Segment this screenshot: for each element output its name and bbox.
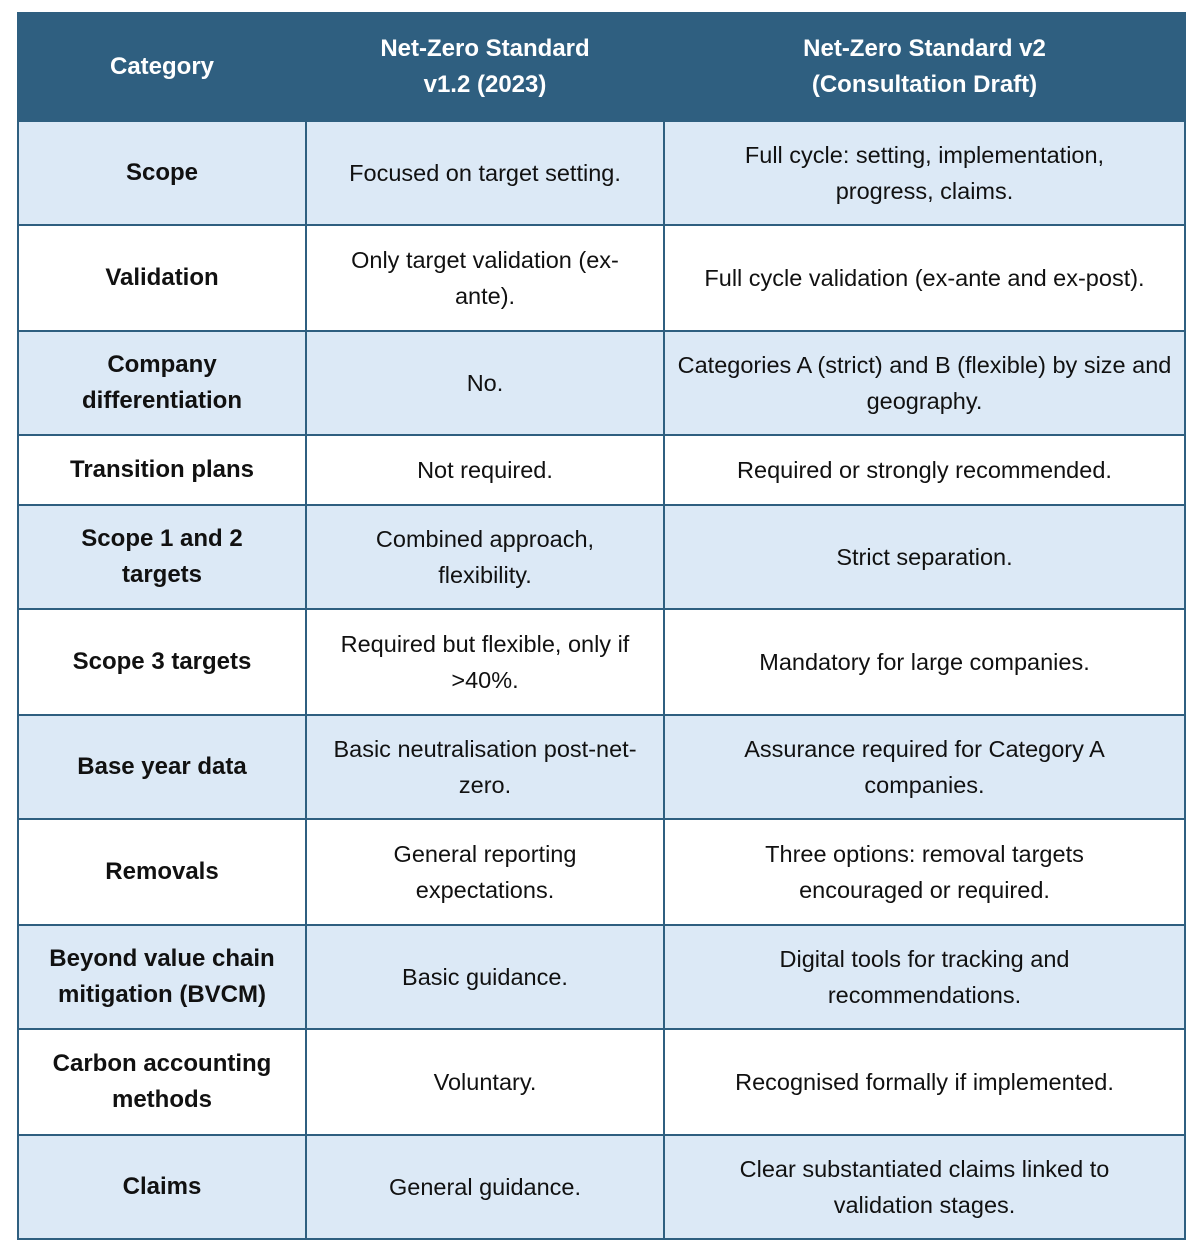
row-v1-2-value: Basic guidance. [306, 925, 664, 1029]
row-v1-2-value: General reporting expectations. [306, 819, 664, 925]
table-row [18, 331, 1185, 435]
row-v1-2-value: Focused on target setting. [306, 121, 664, 225]
row-v2-value: Full cycle validation (ex-ante and ex-post). [664, 225, 1185, 331]
row-v1-2-value: Required but flexible, only if >40%. [306, 609, 664, 715]
row-v2-value: Three options: removal targets encouraged or required. [664, 819, 1185, 925]
table-row [18, 435, 1185, 505]
row-v2-value: Clear substantiated claims linked to validation stages. [664, 1135, 1185, 1239]
row-category: Claims [18, 1135, 306, 1239]
row-v1-2-value: Basic neutralisation post-net-zero. [306, 715, 664, 819]
comparison-table [17, 12, 1186, 1240]
row-category: Carbon accounting methods [18, 1029, 306, 1135]
header-v1-2: Net-Zero Standard v1.2 (2023) [306, 13, 664, 121]
row-v1-2-value: Only target validation (ex-ante). [306, 225, 664, 331]
table-row [18, 925, 1185, 1029]
comparison-table-container [17, 12, 1184, 1240]
row-category: Scope 1 and 2 targets [18, 505, 306, 609]
row-v1-2-value: General guidance. [306, 1135, 664, 1239]
row-v2-value: Strict separation. [664, 505, 1185, 609]
table-row [18, 121, 1185, 225]
row-v2-value: Categories A (strict) and B (flexible) by size and geography. [664, 331, 1185, 435]
table-row [18, 505, 1185, 609]
table-row [18, 819, 1185, 925]
row-v1-2-value: Not required. [306, 435, 664, 505]
row-v1-2-value: Combined approach, flexibility. [306, 505, 664, 609]
table-row [18, 225, 1185, 331]
header-v2: Net-Zero Standard v2 (Consultation Draft) [664, 13, 1185, 121]
table-row [18, 609, 1185, 715]
header-category: Category [18, 13, 306, 121]
header-row [18, 13, 1185, 121]
row-v2-value: Assurance required for Category A companies. [664, 715, 1185, 819]
row-category: Company differentiation [18, 331, 306, 435]
table-row [18, 1029, 1185, 1135]
row-category: Removals [18, 819, 306, 925]
row-category: Transition plans [18, 435, 306, 505]
table-header [18, 13, 1185, 121]
row-v2-value: Digital tools for tracking and recommendations. [664, 925, 1185, 1029]
row-category: Scope [18, 121, 306, 225]
row-v2-value: Recognised formally if implemented. [664, 1029, 1185, 1135]
row-v1-2-value: Voluntary. [306, 1029, 664, 1135]
row-v1-2-value: No. [306, 331, 664, 435]
row-category: Base year data [18, 715, 306, 819]
table-row [18, 1135, 1185, 1239]
row-category: Validation [18, 225, 306, 331]
row-v2-value: Full cycle: setting, implementation, progress, claims. [664, 121, 1185, 225]
row-category: Scope 3 targets [18, 609, 306, 715]
table-body [18, 121, 1185, 1239]
row-category: Beyond value chain mitigation (BVCM) [18, 925, 306, 1029]
row-v2-value: Mandatory for large companies. [664, 609, 1185, 715]
row-v2-value: Required or strongly recommended. [664, 435, 1185, 505]
table-row [18, 715, 1185, 819]
